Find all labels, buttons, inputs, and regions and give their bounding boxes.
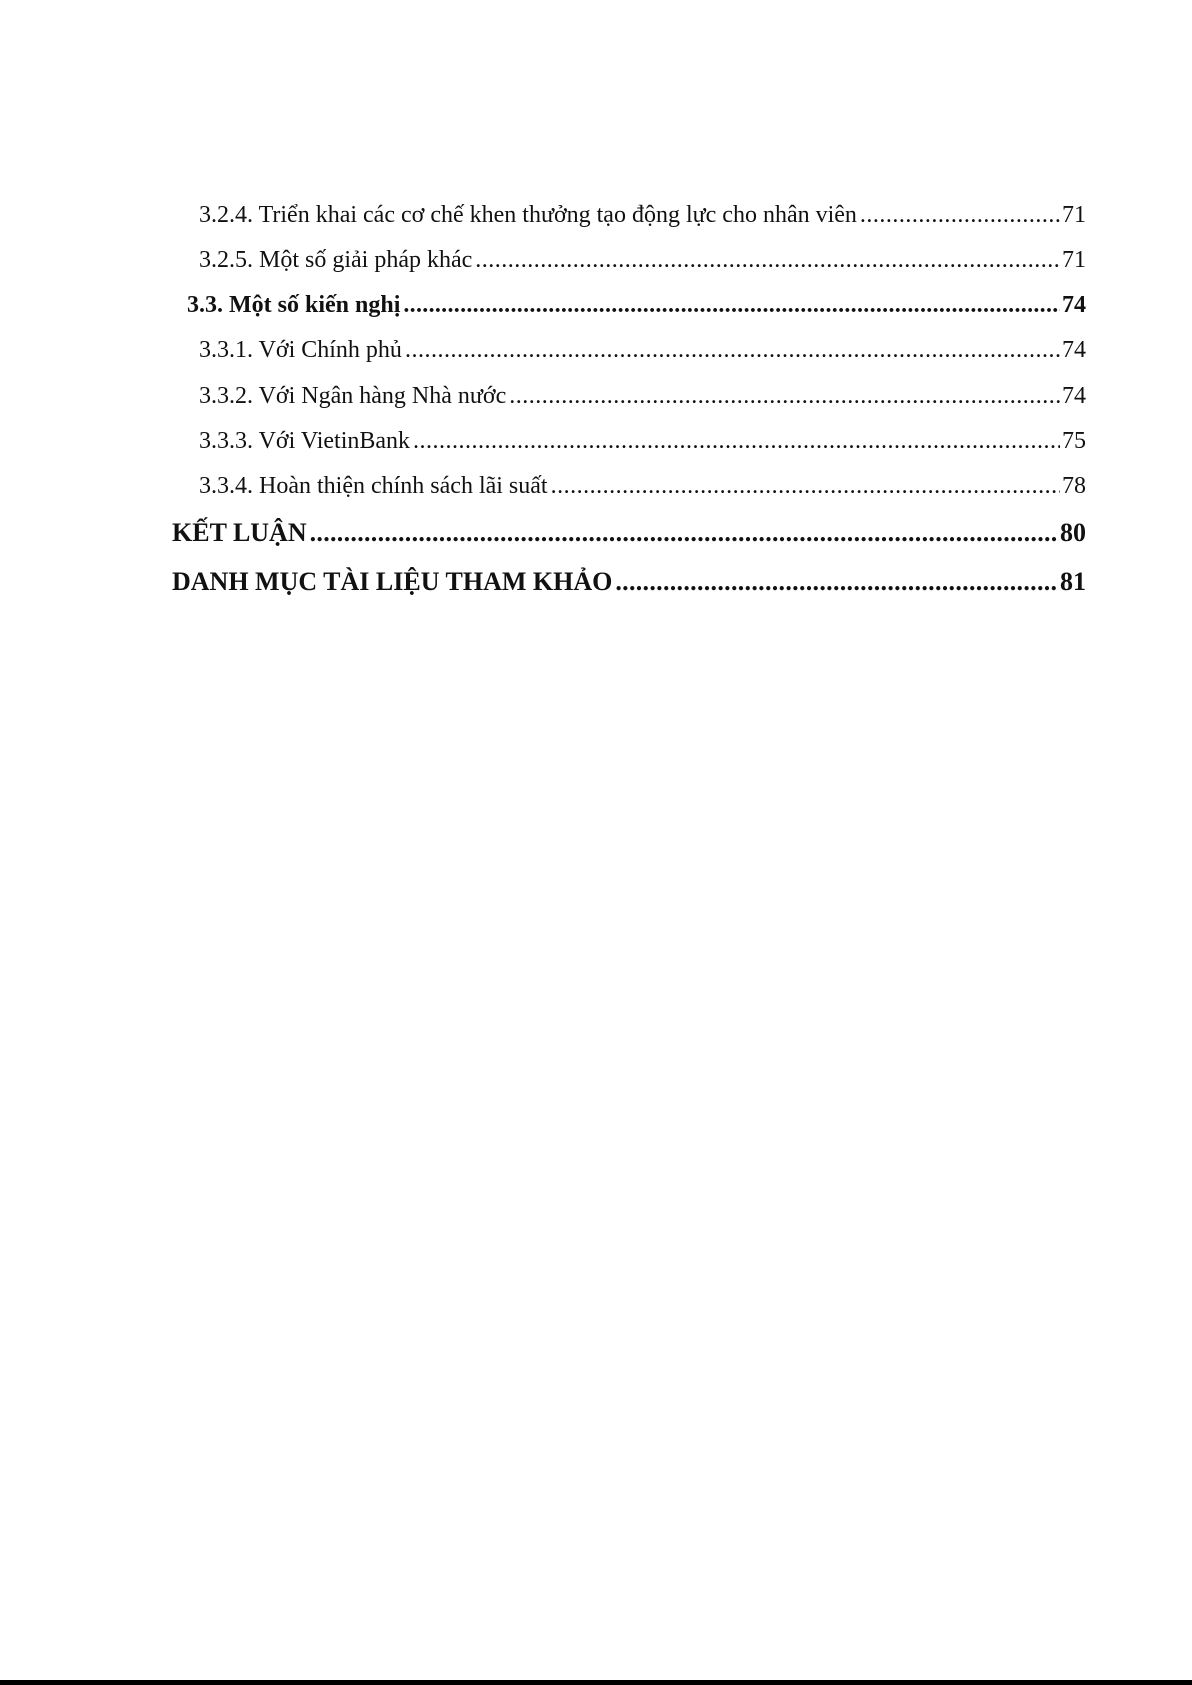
toc-entry-page: 74 xyxy=(1062,337,1086,363)
toc-entry-title: DANH MỤC TÀI LIỆU THAM KHẢO xyxy=(172,567,613,596)
dot-leader xyxy=(615,567,1058,597)
toc-entry-title: 3.3.2. Với Ngân hàng Nhà nước xyxy=(199,383,507,409)
toc-entry-title: 3.3.3. Với VietinBank xyxy=(199,428,411,454)
toc-entry-page: 74 xyxy=(1062,292,1086,318)
toc-entry-page: 71 xyxy=(1062,202,1086,228)
dot-leader xyxy=(403,292,1060,319)
toc-entry xyxy=(199,202,1086,229)
toc-entry-page: 80 xyxy=(1060,518,1086,547)
toc-chapter-entry xyxy=(172,518,1086,548)
toc-entry xyxy=(199,428,1086,455)
dot-leader xyxy=(413,428,1060,455)
toc-entry xyxy=(199,383,1086,410)
dot-leader xyxy=(860,202,1060,229)
toc-entry-page: 74 xyxy=(1062,383,1086,409)
toc-entry-page: 81 xyxy=(1060,567,1086,596)
toc-entry-title: 3.2.5. Một số giải pháp khác xyxy=(199,247,473,273)
dot-leader xyxy=(405,337,1060,364)
page-bottom-edge xyxy=(0,1680,1192,1685)
toc-entry-page: 71 xyxy=(1062,247,1086,273)
toc-entry-title: 3.3.4. Hoàn thiện chính sách lãi suất xyxy=(199,473,548,499)
dot-leader xyxy=(475,247,1060,274)
dot-leader xyxy=(551,473,1060,500)
toc-entry-page: 78 xyxy=(1062,473,1086,499)
toc-chapter-entry xyxy=(172,567,1086,597)
toc-entry-title: KẾT LUẬN xyxy=(172,518,307,547)
toc-entry-page: 75 xyxy=(1062,428,1086,454)
toc-entry xyxy=(199,337,1086,364)
toc-entry xyxy=(199,473,1086,500)
toc-entry-title: 3.2.4. Triển khai các cơ chế khen thưởng tạo động lực cho nhân viên xyxy=(199,202,857,228)
toc-section-entry xyxy=(187,292,1086,319)
toc-entry-title: 3.3. Một số kiến nghị xyxy=(187,292,401,318)
dot-leader xyxy=(509,383,1060,410)
toc-entry xyxy=(199,247,1086,274)
dot-leader xyxy=(310,518,1058,548)
toc-entry-title: 3.3.1. Với Chính phủ xyxy=(199,337,402,363)
